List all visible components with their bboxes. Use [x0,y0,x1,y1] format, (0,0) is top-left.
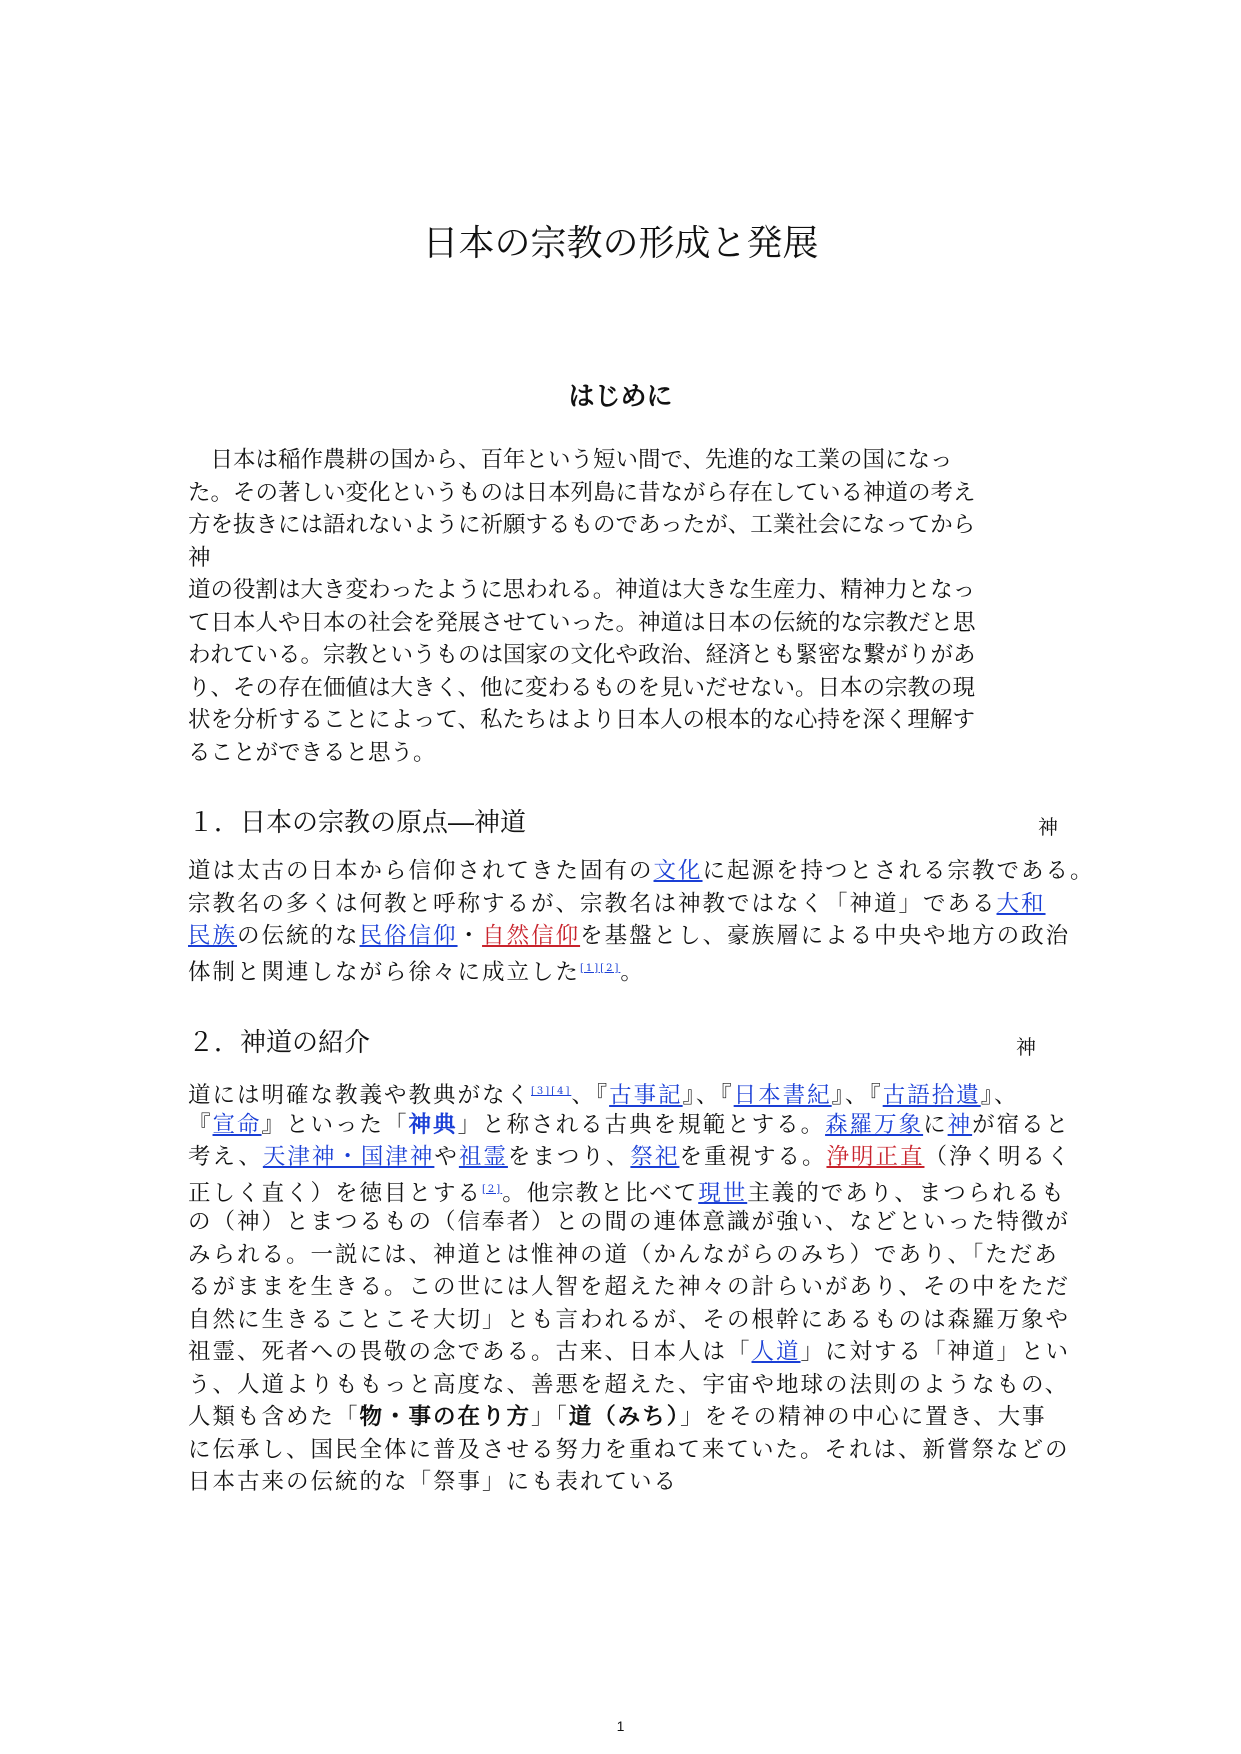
link-bunka[interactable]: 文化 [653,858,703,884]
text: 宗教名の多くは何教と呼称するが、宗教名は神教ではなく「神道」である [188,890,997,917]
text: 」をその精神の中心に置き、大事 [680,1404,1047,1430]
section2-paragraph [188,1076,1072,1499]
intro-line: 状を分析することによって、私たちはより日本人の根本的な心持を深く理解す [188,707,976,733]
text: の伝統的な [237,923,360,949]
intro-line: り、その存在価値は大きく、他に変わるものを見いだせない。日本の宗教の現 [188,674,976,701]
intro-line: ることができると思う。 [188,739,436,766]
text: を基盤とし、豪族層による中央や地方の政治 [580,923,1071,949]
intro-paragraph [188,444,1058,769]
section1-heading [188,806,1058,840]
text: 』、 [980,1082,1019,1109]
link-shinten[interactable]: 神典 [408,1111,458,1138]
link-jomei-seichoku[interactable]: 浄明正直 [826,1144,925,1170]
link-kogoshui[interactable]: 古語拾遺 [882,1082,981,1109]
text: 主義的であり、まつられるも [747,1180,1066,1206]
section2-heading-text: ２．神道の紹介 [188,1028,371,1058]
link-amatsukami[interactable]: 天津神・国津神 [262,1144,435,1170]
section1-paragraph [188,855,1095,985]
link-jindo[interactable]: 人道 [751,1339,801,1365]
text-line: に伝承し、国民全体に普及させる努力を重ねて来ていた。それは、新嘗祭などの [188,1436,1070,1463]
intro-line: た。その著しい変化というものは日本列島に昔ながら存在している神道の考え [188,479,976,506]
link-sorei[interactable]: 祖霊 [458,1144,508,1170]
bold-text: 物・事の在り方 [359,1404,532,1430]
text: 『 [188,1111,213,1138]
link-yamato[interactable]: 大和 [996,890,1046,917]
intro-line: 神 [188,544,211,571]
text: 考え、 [188,1144,263,1170]
text: 正しく直く）を徳目とする [188,1180,483,1206]
text-line: の（神）とまつるもの（信奉者）との間の連体意識が強い、などといった特徴が [188,1209,1071,1235]
intro-line: 方を抜きには語れないように祈願するものであったが、工業社会になってから [188,512,976,538]
bold-text: 道（みち） [568,1404,681,1430]
text: （浄く明るく [924,1144,1072,1170]
intro-line: て日本人や日本の社会を発展させていった。神道は日本の伝統的な宗教だと思 [188,609,976,636]
link-shizen-shinko[interactable]: 自然信仰 [482,923,581,949]
intro-line: 日本は稲作農耕の国から、百年という短い間で、先進的な工業の国になっ [188,447,953,473]
link-nihonshoki[interactable]: 日本書紀 [733,1082,832,1109]
text: 」に対する「神道」とい [800,1339,1071,1365]
text: 。他宗教と比べて [502,1180,699,1206]
link-kami[interactable]: 神 [947,1111,973,1138]
text: に起源を持つとされる宗教である。 [702,858,1095,884]
link-minzoku-shinko[interactable]: 民俗信仰 [359,923,458,949]
text: をまつり、 [507,1144,631,1170]
text: を重視する。 [679,1144,827,1170]
citation-link[interactable]: [1][2] [580,962,621,974]
citation-link[interactable]: [3][4] [531,1086,572,1097]
section2-heading [188,1026,1058,1060]
text: 。 [620,959,645,985]
text: 、『 [571,1082,610,1109]
link-minzoku[interactable]: 民族 [188,923,238,949]
intro-line: われている。宗教というものは国家の文化や政治、経済とも緊密な繋がりがあ [188,642,976,668]
text: 」と称される古典を規範とする。 [457,1111,826,1138]
link-shinra-bansho[interactable]: 森羅万象 [825,1111,924,1138]
text: 祖霊、死者への畏敬の念である。古来、日本人は「 [188,1339,752,1365]
document-title: 日本の宗教の形成と発展 [422,223,819,264]
link-senmyo[interactable]: 宣命 [212,1111,262,1138]
page-number: 1 [616,1718,625,1734]
section2-side-char: 神 [1016,1035,1036,1059]
text: が宿ると [972,1111,1071,1138]
intro-line: 道の役割は大き変わったように思われる。神道は大きな生産力、精神力となっ [188,577,976,603]
text-line: みられる。一説には、神道とは惟神の道（かんながらのみち）であり、「ただあ [188,1241,1059,1268]
text: 』、『 [682,1082,734,1109]
text: 体制と関連しながら徐々に成立した [188,959,581,985]
text: 道は太古の日本から信仰されてきた固有の [188,858,654,884]
citation-link[interactable]: [2] [482,1183,503,1195]
text: 』といった「 [261,1111,409,1138]
text: や [434,1144,459,1170]
text: 」「 [531,1404,569,1430]
link-kojiki[interactable]: 古事記 [609,1082,683,1109]
text-line: う、人道よりももっと高度な、善悪を超えた、宇宙や地球の法則のようなもの、 [188,1371,1070,1398]
section1-heading-text: １．日本の宗教の原点―神道 [188,808,527,838]
link-saishi[interactable]: 祭祀 [630,1144,680,1170]
link-gense[interactable]: 現世 [698,1180,748,1206]
intro-heading: はじめに [568,382,673,412]
text-line: 日本古来の伝統的な「祭事」にも表れている [188,1469,679,1495]
text: に [923,1111,948,1138]
text: 人類も含めた「 [188,1404,360,1430]
text: 』、『 [831,1082,883,1109]
text-line: るがままを生きる。この世には人智を超えた神々の計らいがあり、その中をただ [188,1274,1071,1300]
section1-side-char: 神 [1038,815,1058,839]
text: ・ [457,923,483,949]
text-line: 自然に生きることこそ大切」とも言われるが、その根幹にあるものは森羅万象や [188,1306,1071,1333]
text: 道には明確な教義や教典がなく [188,1082,532,1109]
